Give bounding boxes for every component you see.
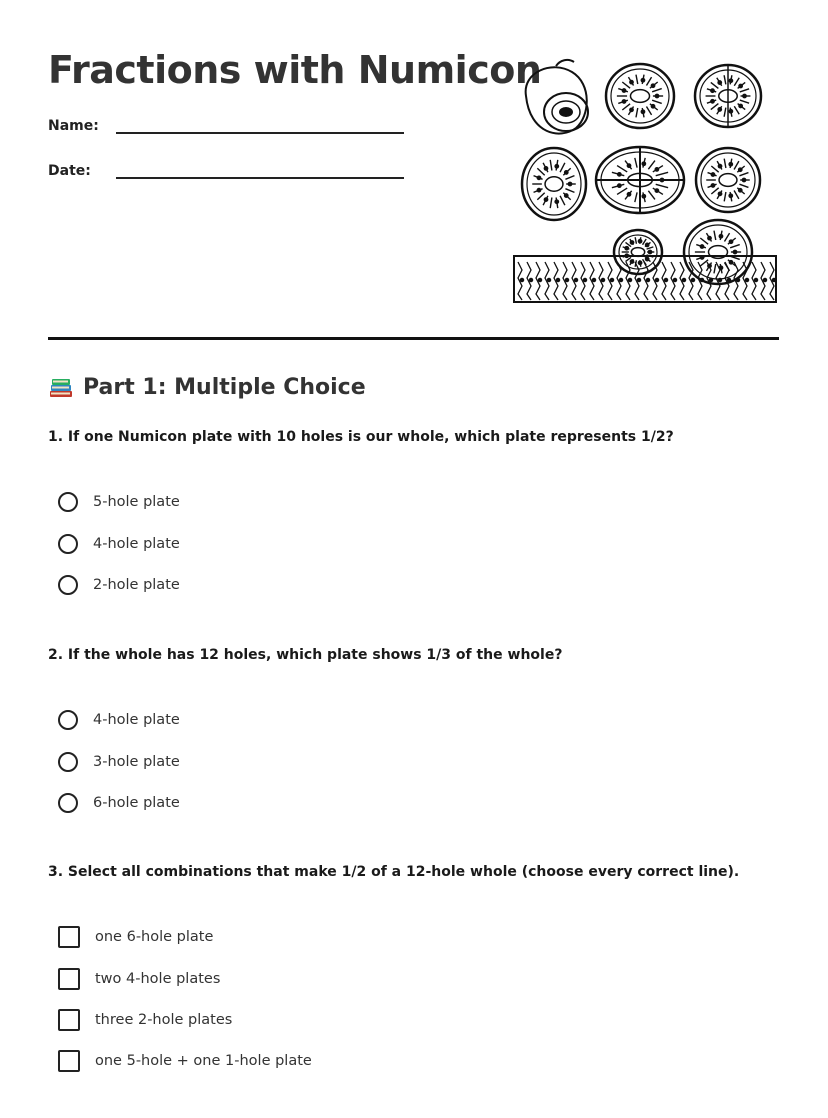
section-divider (48, 337, 779, 340)
question-3: 3. Select all combinations that make 1/2 of a 12-hole whole (choose every correct line). (48, 864, 740, 880)
option-label: one 6-hole plate (95, 929, 214, 945)
q3-option-2[interactable] (58, 968, 220, 990)
q2-option-3[interactable] (58, 793, 180, 813)
radio-button[interactable] (58, 575, 78, 595)
page-title: Fractions with Numicon (48, 48, 542, 92)
option-label: 2-hole plate (93, 577, 180, 593)
q2-option-2[interactable] (58, 752, 180, 772)
q1-option-2[interactable] (58, 534, 180, 554)
kiwi-illustration-icon (512, 56, 780, 308)
option-label: 4-hole plate (93, 712, 180, 728)
checkbox[interactable] (58, 1009, 80, 1031)
section-title-text: Part 1: Multiple Choice (83, 374, 366, 400)
date-label: Date: (48, 163, 91, 179)
option-label: three 2-hole plates (95, 1012, 233, 1028)
name-field (48, 118, 404, 134)
radio-button[interactable] (58, 492, 78, 512)
whole-fruit-icon (526, 60, 588, 134)
option-label: 3-hole plate (93, 754, 180, 770)
option-label: 6-hole plate (93, 795, 180, 811)
radio-button[interactable] (58, 793, 78, 813)
q3-option-4[interactable] (58, 1050, 312, 1072)
q3-option-1[interactable] (58, 926, 213, 948)
name-label: Name: (48, 118, 99, 134)
date-line[interactable] (116, 177, 404, 179)
radio-button[interactable] (58, 752, 78, 772)
option-label: 4-hole plate (93, 536, 180, 552)
option-label: one 5-hole + one 1-hole plate (95, 1053, 312, 1069)
q1-option-3[interactable] (58, 575, 180, 595)
q3-option-3[interactable] (58, 1009, 232, 1031)
question-1: 1. If one Numicon plate with 10 holes is our whole, which plate represents 1/2? (48, 429, 674, 445)
checkbox[interactable] (58, 926, 80, 948)
checkbox[interactable] (58, 968, 80, 990)
radio-button[interactable] (58, 534, 78, 554)
question-2: 2. If the whole has 12 holes, which plate shows 1/3 of the whole? (48, 647, 563, 663)
checkbox[interactable] (58, 1050, 80, 1072)
option-label: two 4-hole plates (95, 971, 221, 987)
section-title (48, 374, 366, 400)
radio-button[interactable] (58, 710, 78, 730)
q2-option-1[interactable] (58, 710, 180, 730)
q1-option-1[interactable] (58, 492, 180, 512)
date-field (48, 163, 404, 179)
books-icon (48, 374, 74, 400)
option-label: 5-hole plate (93, 494, 180, 510)
name-line[interactable] (116, 132, 404, 134)
